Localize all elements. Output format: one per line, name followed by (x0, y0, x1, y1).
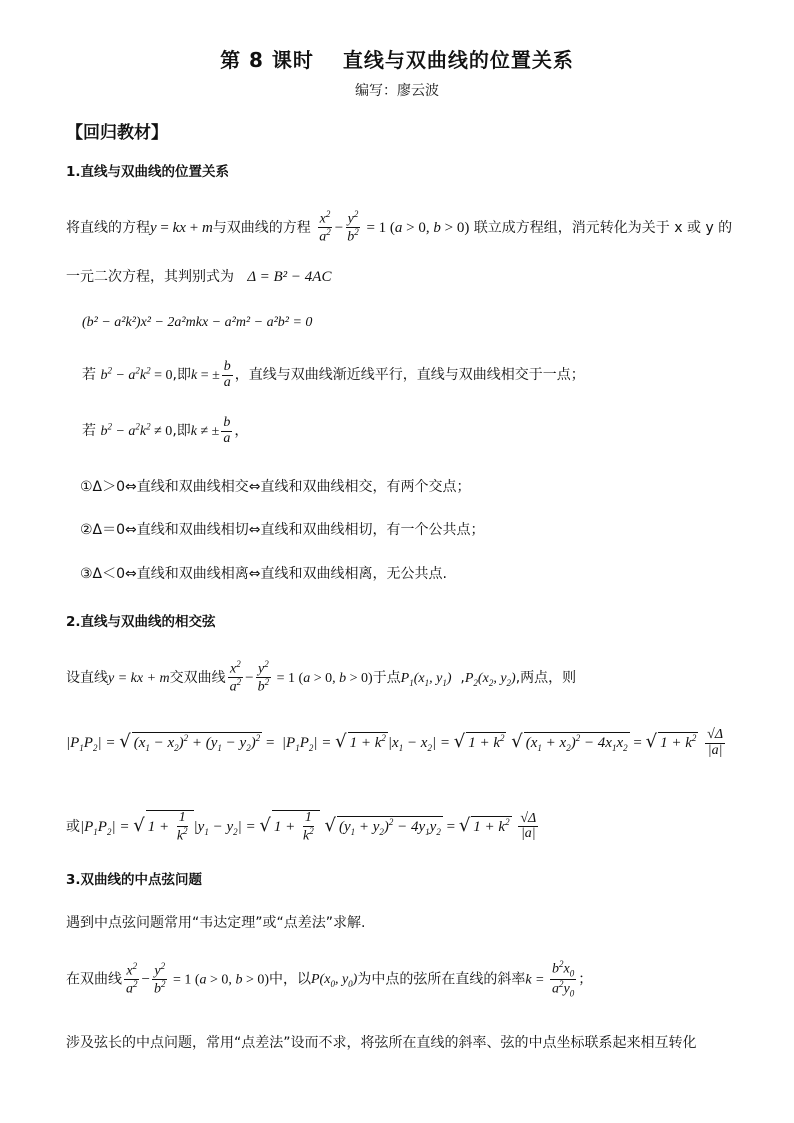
p6-text-d: ； (578, 971, 593, 988)
paragraph-6: 在双曲线 $\frac{x^2}{a^2}$ − $\frac{y^2}{b^2}$ = 1 (a > 0, b > 0)中，以$P(x_0$, $y_0$)为中点的弦所在直线的斜率k = $\frac{b^2x_0}{a^2y_0}$ ； (66, 959, 593, 999)
case1-text-b: ,即 (172, 367, 191, 384)
section-label: 【回归教材】 (66, 123, 168, 143)
author-line: 编写：廖云波 (355, 83, 439, 99)
p6-text-c: 为中点的弦所在直线的斜率 (357, 971, 526, 988)
paragraph-5: 遇到中点弦问题常用“韦达定理”或“点差法”求解. (66, 915, 366, 931)
case2-text-c: ， (234, 423, 249, 440)
condition-separate: ③Δ＜0⇔直线和双曲线相离⇔直线和双曲线相离，无公共点. (80, 566, 447, 582)
frac-b-a: $\frac{b}{a}$ (223, 359, 231, 390)
heading-3: 3.双曲线的中点弦问题 (66, 872, 203, 888)
p6-text-b: 中，以 (269, 971, 311, 988)
case2-text-a: 若 (82, 423, 96, 440)
main-equation: (b² − a²k²)x² − 2a²mkx − a²m² − a²b² = 0 (82, 315, 313, 330)
condition-intersect: ①Δ＞0⇔直线和双曲线相交⇔直线和双曲线相交，有两个交点； (80, 479, 471, 495)
frac-y2-b2: $\frac{y^2}{b^2}$ (347, 209, 359, 245)
p1-text-c: 联立成方程组，消元转化为关于 x 或 y 的 (473, 219, 733, 236)
frac-sqrt-delta-a: $\frac{√\Delta}{|a|}$ (707, 727, 724, 758)
page-title: 第 8 课时 直线与双曲线的位置关系 (220, 48, 574, 72)
chord-length-formula-2: 或$|P_1P_2|$ = √ 1 + $\frac{1}{k^2}$ $|y_1 - y_2|$ = √ 1 + $\frac{1}{k^2}$ √ $(y_1 + y_2)^2 - 4y_1y_2$ = √ $1 + k^2$ $\frac{√\Delta}{|a|}$ (66, 810, 537, 844)
chord-length-formula-1: $|P_1P_2|$ = √ $(x_1 - x_2)^2 + (y_1 - y_2)^2 = |P_1P_2|$ = √ $1 + k^2$ $|x_1 - x_2|$ = √ $1 + k^2$ √ $(x_1 + x_2)^2 - 4x_1x_2$ = √ $1 + k^2$ $\frac{√\Delta}{|a|}$ (66, 727, 724, 758)
paragraph-2 (66, 266, 331, 286)
heading-1: 1.直线与双曲线的位置关系 (66, 164, 230, 180)
frac-x2-a2-c: $\frac{x^2}{a^2}$ (126, 960, 138, 997)
frac-y2-b2-b: $\frac{y^2}{b^2}$ (257, 659, 270, 695)
frac-x2-a2: $\frac{x^2}{a^2}$ (319, 209, 331, 245)
p3-text-b: 交双曲线 (169, 669, 226, 686)
condition-tangent: ②Δ＝0⇔直线和双曲线相切⇔直线和双曲线相切，有一个公共点； (80, 522, 485, 538)
case1-text-c: ，直线与双曲线渐近线平行，直线与双曲线相交于一点； (234, 367, 585, 384)
case2-text-b: ,即 (172, 423, 191, 440)
paragraph-1: 将直线的方程y = kx + m与双曲线的方程 $\frac{x^2}{a^2}$ − $\frac{y^2}{b^2}$ = 1 (a > 0, b > 0) 联立成方程组，消元转化为关于 x 或 y 的 (66, 209, 733, 245)
frac-x2-a2-b: $\frac{x^2}{a^2}$ (229, 659, 242, 695)
p3-text-c: 于点 (372, 669, 401, 686)
p2-text: 一元二次方程，其判别式为 (66, 269, 234, 285)
discriminant-formula: Δ = B² − 4AC (247, 269, 332, 285)
frac-y2-b2-c: $\frac{y^2}{b^2}$ (153, 960, 166, 997)
frac-sqrt-delta-a-2: $\frac{√\Delta}{|a|}$ (520, 810, 537, 842)
frac-slope: $\frac{b^2x_0}{a^2y_0}$ (552, 959, 575, 999)
p4-prefix: 或 (66, 818, 80, 835)
formula-line: y (150, 219, 157, 236)
heading-2: 2.直线与双曲线的相交弦 (66, 614, 216, 630)
p3-text-a: 设直线 (66, 669, 108, 686)
frac-b-a-2: $\frac{b}{a}$ (223, 415, 231, 446)
case-1: 若 $b^2 - a^2k^2 = 0$,即k = ± $\frac{b}{a}$ ，直线与双曲线渐近线平行，直线与双曲线相交于一点； (82, 359, 585, 390)
p1-text-b: 与双曲线的方程 (212, 219, 311, 236)
paragraph-3: 设直线y = kx + m交双曲线 $\frac{x^2}{a^2}$ − $\frac{y^2}{b^2}$ = 1 (a > 0, b > 0)于点$P_1(x_1$, $y_1$) $,P_2(x_2$, $y_2$),两点，则 (66, 659, 577, 695)
p1-text-a: 将直线的方程 (66, 219, 150, 236)
case1-text-a: 若 (82, 367, 96, 384)
p3-text-d: 两点，则 (520, 669, 577, 686)
p6-text-a: 在双曲线 (66, 971, 122, 988)
paragraph-7: 涉及弦长的中点问题，常用“点差法”设而不求，将弦所在直线的斜率、弦的中点坐标联系起来相互转化 (66, 1035, 697, 1051)
case-2: 若 $b^2 - a^2k^2 \ne 0$,即k ≠ ± $\frac{b}{a}$ ， (82, 415, 249, 446)
